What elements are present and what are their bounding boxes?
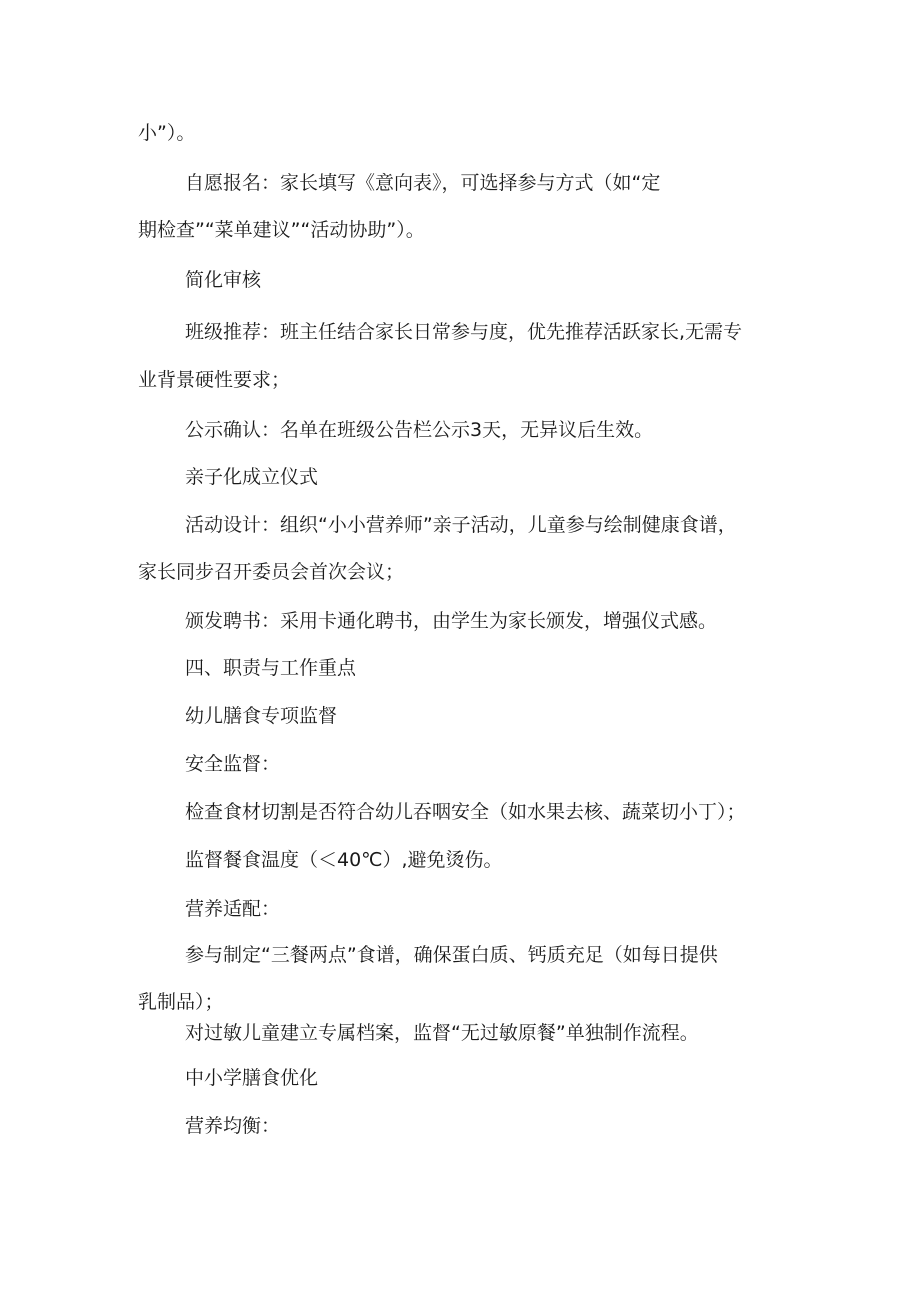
section-heading: 简化审核 [185,269,262,291]
text-line: 乳制品）； [138,991,224,1013]
text-line: 期检查”“菜单建议”“活动协助”）。 [138,219,425,241]
section-heading: 幼儿膳食专项监督 [185,705,338,727]
text-line: 小”）。 [138,122,196,144]
text-line: 颁发聘书：采用卡通化聘书，由学生为家长颁发，增强仪式感。 [185,610,718,632]
text-line: 公示确认：名单在班级公告栏公示3天，无异议后生效。 [185,419,654,441]
text-line: 营养适配： [185,898,281,920]
text-line: 自愿报名：家长填写《意向表》，可选择参与方式（如“定 [185,172,661,194]
text-line: 对过敏儿童建立专属档案，监督“无过敏原餐”单独制作流程。 [185,1022,699,1044]
text-line: 营养均衡： [185,1115,281,1137]
text-line: 检查食材切割是否符合幼儿吞咽安全（如水果去核、蔬菜切小丁）； [185,801,746,823]
section-heading: 四、职责与工作重点 [185,657,357,679]
text-line: 家长同步召开委员会首次会议； [138,561,405,583]
text-line: 安全监督： [185,753,281,775]
text-line: 活动设计：组织“小小营养师”亲子活动，儿童参与绘制健康食谱， [185,514,737,536]
section-heading: 亲子化成立仪式 [185,466,319,488]
section-heading: 中小学膳食优化 [185,1067,319,1089]
text-line: 监督餐食温度（＜40℃）,避免烫伤。 [185,849,503,871]
text-line: 参与制定“三餐两点”食谱，确保蛋白质、钙质充足（如每日提供 [185,944,718,966]
text-line: 业背景硬性要求； [138,369,291,391]
text-line: 班级推荐：班主任结合家长日常参与度，优先推荐活跃家长,无需专 [185,321,743,343]
